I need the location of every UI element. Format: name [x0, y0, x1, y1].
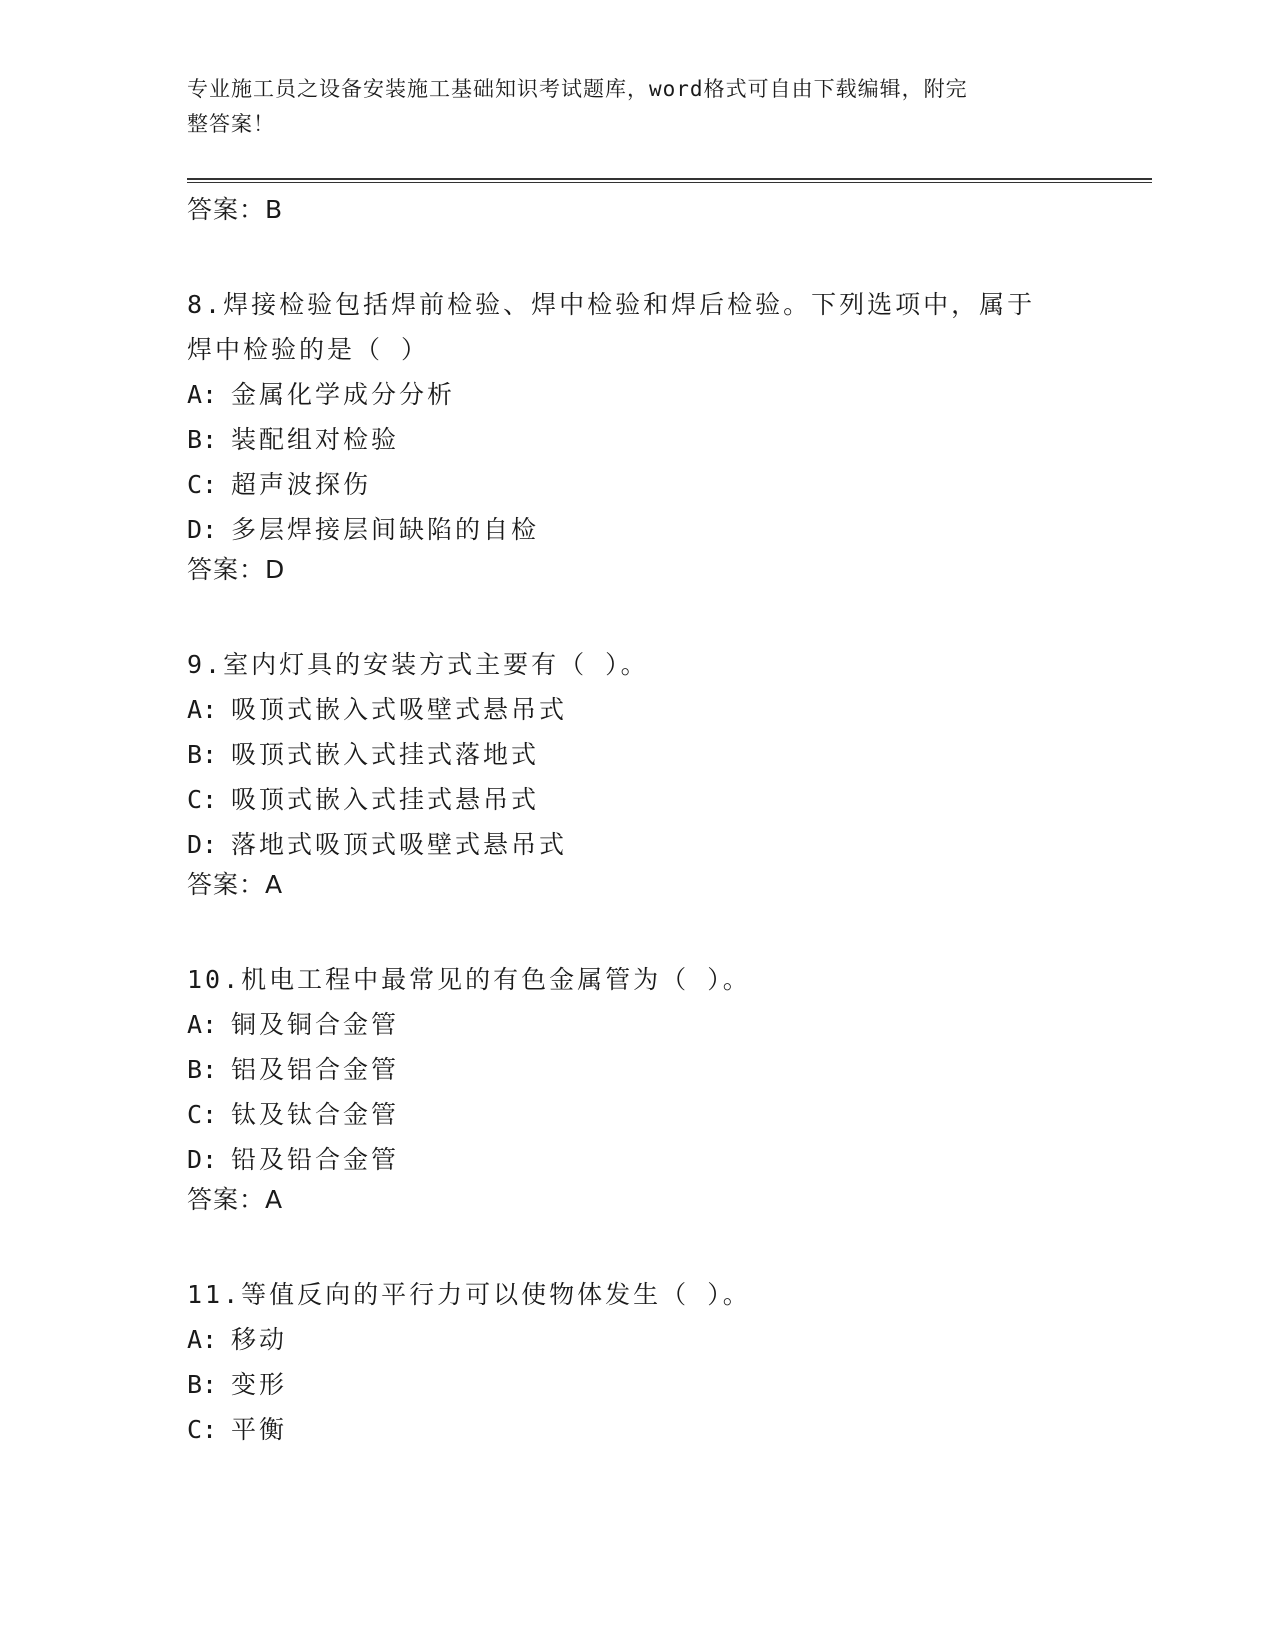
option-text: 平衡: [231, 1415, 288, 1444]
option-a: [187, 372, 1087, 417]
option-key: C:: [187, 1100, 218, 1129]
question-9: [187, 642, 1087, 903]
question-stem-continued: 焊中检验的是（ ）: [187, 335, 430, 364]
option-key: C:: [187, 785, 218, 814]
header-divider-thick: [187, 178, 1152, 180]
option-b: [187, 732, 1087, 777]
answer-line: 答案：A: [187, 870, 284, 899]
option-b: [187, 1362, 1087, 1407]
option-key: B:: [187, 1370, 218, 1399]
question-stem: 10.机电工程中最常见的有色金属管为（ ）。: [187, 965, 751, 994]
option-a: [187, 1002, 1087, 1047]
header-line-2: 整答案！: [187, 112, 275, 136]
option-text: 吸顶式嵌入式挂式悬吊式: [231, 785, 540, 814]
option-c: [187, 1092, 1087, 1137]
answer-line: 答案：A: [187, 1185, 284, 1214]
option-a: [187, 1317, 1087, 1362]
option-c: [187, 462, 1087, 507]
option-text: 吸顶式嵌入式挂式落地式: [231, 740, 540, 769]
option-b: [187, 1047, 1087, 1092]
option-key: B:: [187, 740, 218, 769]
document-header: [187, 72, 1087, 142]
option-d: [187, 822, 1087, 867]
header-divider-thin: [187, 182, 1152, 183]
option-text: 变形: [231, 1370, 288, 1399]
question-stem: 11.等值反向的平行力可以使物体发生（ ）。: [187, 1280, 751, 1309]
option-d: [187, 507, 1087, 552]
question-8: [187, 282, 1087, 588]
header-line-1: 专业施工员之设备安装施工基础知识考试题库，word格式可自由下载编辑，附完: [187, 77, 968, 101]
option-b: [187, 417, 1087, 462]
option-d: [187, 1137, 1087, 1182]
option-key: D:: [187, 1145, 218, 1174]
option-text: 移动: [231, 1325, 288, 1354]
option-text: 多层焊接层间缺陷的自检: [231, 515, 540, 544]
option-key: C:: [187, 470, 218, 499]
option-text: 吸顶式嵌入式吸壁式悬吊式: [231, 695, 568, 724]
option-text: 装配组对检验: [231, 425, 400, 454]
question-stem: 8.焊接检验包括焊前检验、焊中检验和焊后检验。下列选项中，属于: [187, 290, 1036, 319]
option-key: B:: [187, 425, 218, 454]
answer-line: 答案：D: [187, 555, 286, 584]
option-key: D:: [187, 515, 218, 544]
option-text: 超声波探伤: [231, 470, 372, 499]
option-text: 金属化学成分分析: [231, 380, 456, 409]
option-a: [187, 687, 1087, 732]
question-11: [187, 1272, 1087, 1452]
option-key: B:: [187, 1055, 218, 1084]
option-key: D:: [187, 830, 218, 859]
question-10: [187, 957, 1087, 1218]
option-text: 铜及铜合金管: [231, 1010, 400, 1039]
answer-line: 答案：B: [187, 195, 284, 224]
option-key: A:: [187, 1325, 218, 1354]
question-stem: 9.室内灯具的安装方式主要有（ ）。: [187, 650, 649, 679]
option-key: A:: [187, 380, 218, 409]
question-list: [187, 192, 1087, 1452]
option-c: [187, 1407, 1087, 1452]
option-text: 落地式吸顶式吸壁式悬吊式: [231, 830, 568, 859]
option-c: [187, 777, 1087, 822]
option-key: A:: [187, 1010, 218, 1039]
option-text: 钛及钛合金管: [231, 1100, 400, 1129]
option-key: C:: [187, 1415, 218, 1444]
option-text: 铝及铝合金管: [231, 1055, 400, 1084]
option-key: A:: [187, 695, 218, 724]
option-text: 铅及铅合金管: [231, 1145, 400, 1174]
